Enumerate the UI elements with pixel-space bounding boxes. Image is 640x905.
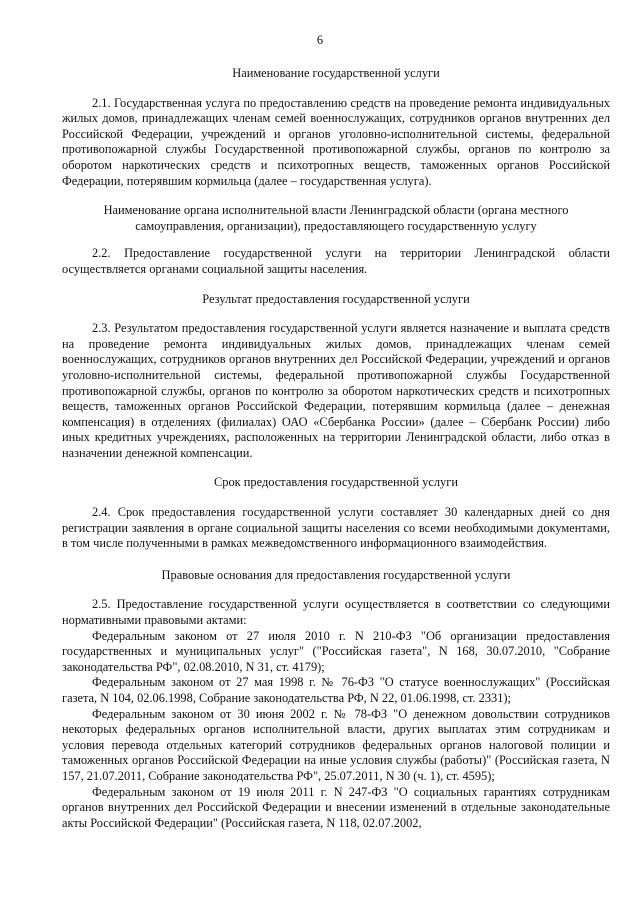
paragraph-2-3: 2.3. Результатом предоставления государственной услуги является назначение и выплата средств на проведение ремонта индивидуальных жилых домов, принадлежащих членам семей военнослужащих, сотрудников органов внутренних дел Российской Федерации, учреждений и органов уголовно-исполнительной системы, федеральной противопожарной службы Государственной противопожарной службы, органов по контролю за оборотом наркотических средств и психотропных веществ, таможенных органов Российской Федерации, потерявшим кормильца (далее – денежная компенсация) в отделениях (филиалах) ОАО «Сбербанка России» (далее – Сбербанк России) либо иных кредитных учреждениях, расположенных на территории Ленинградской области, либо отказ в назначении денежной компенсации.	[62, 321, 610, 460]
section-heading-authority-line2: самоуправления, организации), предоставляющего государственную услугу	[135, 218, 537, 233]
document-body	[62, 66, 610, 831]
legal-act-76-fz: Федеральным законом от 27 мая 1998 г. № 76-ФЗ "О статусе военнослужащих" (Российская газета, N 104, 02.06.1998, Собрание законодательства РФ, N 22, 01.06.1998, ст. 2331);	[62, 675, 610, 705]
paragraph-2-4: 2.4. Срок предоставления государственной услуги составляет 30 календарных дней со дня регистрации заявления в органе социальной защиты населения со всеми необходимыми документами, в том числе полученными в рамках межведомственного информационного взаимодействия.	[62, 505, 610, 551]
section-heading-service-name: Наименование государственной услуги	[232, 66, 440, 80]
section-heading-result: Результат предоставления государственной услуги	[202, 291, 470, 306]
section-heading-term: Срок предоставления государственной услуги	[214, 475, 458, 490]
paragraph-2-5: 2.5. Предоставление государственной услуги осуществляется в соответствии со следующими нормативными правовыми актами:	[62, 597, 610, 628]
section-heading-authority-line1: Наименование органа исполнительной власти Ленинградской области (органа местного	[103, 203, 569, 218]
legal-act-78-fz: Федеральным законом от 30 июня 2002 г. № 78-ФЗ "О денежном довольствии сотрудников некоторых федеральных органов исполнительной власти, других выплатах этим сотрудникам и условия перевода отдельных категорий сотрудников федеральных органов налоговой полиции и таможенных органов Российской Федерации на иные условия службы (работы)" (Российская газета, N 157, 21.07.2011, Собрание законодательства РФ", 25.07.2011, N 30 (ч. 1), ст. 4595);	[62, 706, 610, 783]
section-heading-legal-basis: Правовые основания для предоставления государственной услуги	[161, 567, 511, 582]
legal-act-210-fz: Федеральным законом от 27 июля 2010 г. N 210-ФЗ "Об организации предоставления государственных и муниципальных услуг" ("Российская газета", N 168, 30.07.2010, "Собрание законодательства РФ", 02.08.2010, N 31, ст. 4179);	[62, 628, 610, 674]
page-number: 6	[316, 33, 324, 47]
legal-act-247-fz: Федеральным законом от 19 июля 2011 г. N 247-ФЗ "О социальных гарантиях сотрудникам органов внутренних дел Российской Федерации и внесении изменений в отдельные законодательные акты Российской Федерации" (Российская газета, N 118, 02.07.2002,	[62, 784, 610, 830]
paragraph-2-2: 2.2. Предоставление государственной услуги на территории Ленинградской области осуществляется органами социальной защиты населения.	[62, 246, 610, 276]
paragraph-2-1: 2.1. Государственная услуга по предоставлению средств на проведение ремонта индивидуальных жилых домов, принадлежащих членам семей военнослужащих, сотрудников органов внутренних дел Российской Федерации, учреждений и органов уголовно-исполнительной системы, федеральной противопожарной службы Государственной противопожарной службы, органов по контролю за оборотом наркотических средств и психотропных веществ, таможенных органов Российской Федерации, потерявшим кормильца (далее – государственная услуга).	[62, 95, 610, 188]
